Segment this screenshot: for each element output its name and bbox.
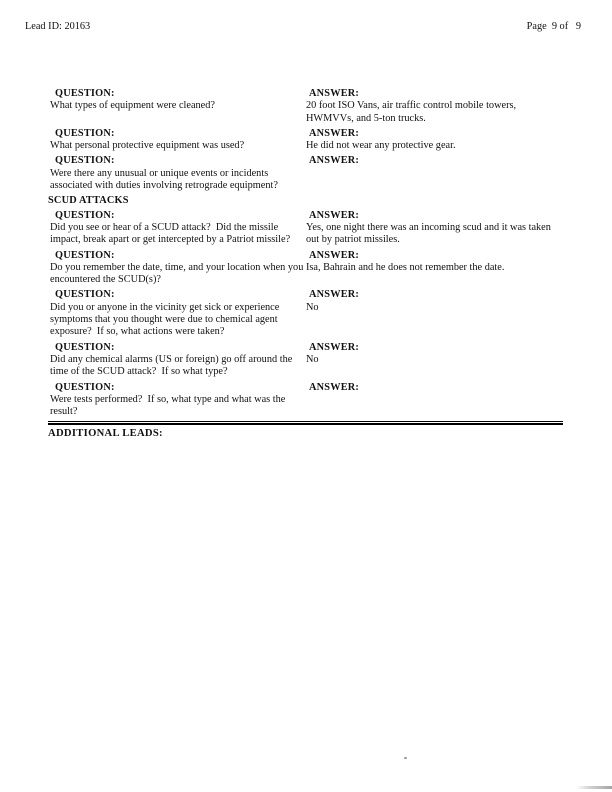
qa-row <box>50 155 565 192</box>
answer-label: ANSWER: <box>309 209 360 221</box>
answer-text: 20 foot ISO Vans, air traffic control mobile towers, HWMVVs, and 5-ton trucks. <box>306 100 519 124</box>
answer-label: ANSWER: <box>309 155 360 167</box>
answer-text: Isa, Bahrain and he does not remember the date. <box>306 261 505 273</box>
scud-attacks-heading: SCUD ATTACKS <box>48 195 129 207</box>
question-column <box>50 155 306 192</box>
additional-leads-heading: ADDITIONAL LEADS: <box>48 428 163 440</box>
qa-row <box>50 289 565 338</box>
answer-text: Yes, one night there was an incoming scud and it was taken out by patriot missiles. <box>306 221 554 246</box>
lead-id-label: Lead ID: 20163 <box>25 21 91 32</box>
answer-label: ANSWER: <box>309 88 360 99</box>
answer-label: ANSWER: <box>309 381 360 393</box>
question-column <box>50 210 306 247</box>
qa-row <box>50 382 565 419</box>
question-column <box>50 250 306 287</box>
question-label: QUESTION: <box>55 127 115 139</box>
question-column <box>50 382 306 419</box>
question-text: Do you remember the date, time, and your location when you encountered the SCUD(s)? <box>50 261 306 286</box>
answer-label: ANSWER: <box>309 289 360 301</box>
answer-text: He did not wear any protective gear. <box>306 140 456 152</box>
question-label: QUESTION: <box>55 155 115 167</box>
answer-label: ANSWER: <box>309 127 360 139</box>
qa-row <box>50 250 565 287</box>
question-text: Were tests performed? If so, what type and what was the result? <box>50 393 288 418</box>
qa-content <box>50 88 565 441</box>
scan-artifact-smudge <box>576 786 612 789</box>
question-label: QUESTION: <box>55 209 115 221</box>
answer-column <box>306 210 565 247</box>
question-column <box>50 128 306 153</box>
question-label: QUESTION: <box>55 381 115 393</box>
section-divider-rule <box>48 421 563 425</box>
question-text: Did any chemical alarms (US or foreign) go off around the time of the SCUD attack? If so what type? <box>50 353 295 378</box>
answer-text: No <box>306 353 319 365</box>
answer-label: ANSWER: <box>309 249 360 261</box>
question-text: Did you or anyone in the vicinity get sick or experience symptoms that you thought were due to chemical agent exposure? If so, what actions were taken? <box>50 301 282 338</box>
question-text: Did you see or hear of a SCUD attack? Did the missile impact, break apart or get intercepted by a Patriot missile? <box>50 221 291 246</box>
answer-column <box>306 289 565 314</box>
question-text: What personal protective equipment was used? <box>50 140 245 152</box>
page-number-label: Page 9 of 9 <box>526 21 581 32</box>
answer-column <box>306 88 565 125</box>
question-label: QUESTION: <box>55 88 115 99</box>
qa-row <box>50 128 565 153</box>
answer-column <box>306 250 565 275</box>
answer-column <box>306 382 565 394</box>
answer-text: No <box>306 301 319 313</box>
question-text: Were there any unusual or unique events or incidents associated with duties involving retrograde equipment? <box>50 167 278 192</box>
answer-column <box>306 155 565 167</box>
question-label: QUESTION: <box>55 249 115 261</box>
question-column <box>50 289 306 338</box>
question-column <box>50 88 306 113</box>
scan-artifact-dot <box>404 757 407 759</box>
question-column <box>50 342 306 379</box>
question-label: QUESTION: <box>55 289 115 301</box>
question-label: QUESTION: <box>55 341 115 353</box>
answer-column <box>306 342 565 367</box>
answer-column <box>306 128 565 153</box>
qa-row <box>50 342 565 379</box>
qa-row <box>50 210 565 247</box>
question-text: What types of equipment were cleaned? <box>50 100 215 112</box>
answer-label: ANSWER: <box>309 341 360 353</box>
qa-row <box>50 88 565 125</box>
